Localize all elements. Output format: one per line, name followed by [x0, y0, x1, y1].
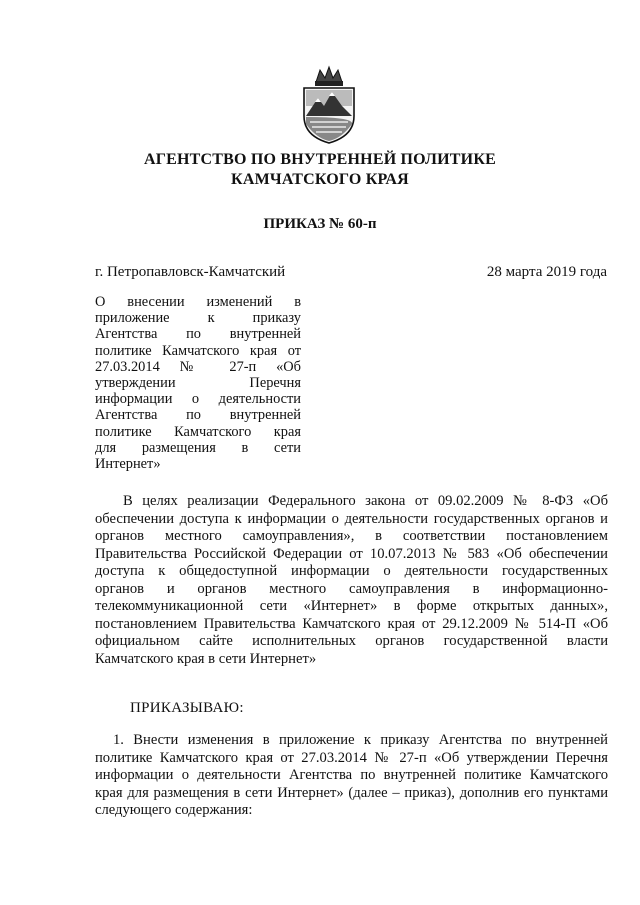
subject-line: приложение к приказу: [95, 310, 301, 327]
paragraph-line: доступа к общедоступной информации о деятельности государственных: [95, 563, 608, 579]
subject-line: политике Камчатского края: [95, 423, 301, 440]
subject-line: Интернет»: [95, 456, 161, 473]
subject-line: информации о деятельности: [95, 391, 301, 408]
paragraph-line: В целях реализации Федерального закона от 09.02.2009 № 8-ФЗ «Об: [123, 493, 608, 509]
subject-line: О внесении изменений в: [95, 294, 301, 310]
subject-line: утверждении Перечня: [95, 375, 301, 392]
paragraph-line: следующего содержания:: [95, 802, 253, 818]
paragraph-line: телекоммуникационной сети «Интернет» в форме открытых данных»,: [95, 598, 608, 614]
subject-line: Агентства по внутренней: [95, 326, 301, 343]
paragraph-line: органов местного самоуправления», в соответствии постановлением: [95, 528, 608, 544]
paragraph-line: Правительства Российской Федерации от 10.07.2013 № 583 «Об обеспечении: [95, 545, 608, 562]
paragraph-line: Камчатского края в сети Интернет»: [95, 650, 317, 667]
paragraph-line: обеспечении доступа к информации о деятельности государственных органов и: [95, 510, 608, 527]
subject-line: Агентства по внутренней: [95, 407, 301, 424]
order-directive-word: ПРИКАЗЫВАЮ:: [130, 700, 244, 716]
kamchatka-coat-of-arms-icon: [298, 64, 360, 146]
city-name: г. Петропавловск-Камчатский: [95, 264, 286, 280]
order-date: 28 марта 2019 года: [486, 264, 607, 280]
paragraph-line: края для размещения в сети Интернет» (далее – приказ), дополнив его пунктами: [95, 784, 608, 801]
order-number: ПРИКАЗ № 60-п: [263, 216, 377, 232]
paragraph-line: органов и органов местного самоуправления в информационно-: [95, 580, 608, 597]
paragraph-line: 1. Внести изменения в приложение к приказу Агентства по внутренней: [113, 732, 608, 748]
item-1-paragraph: [95, 732, 608, 820]
paragraph-line: информации о деятельности Агентства по внутренней политике Камчатского: [95, 767, 608, 783]
agency-title-line1: АГЕНТСТВО ПО ВНУТРЕННЕЙ ПОЛИТИКЕ: [144, 151, 496, 168]
subject-line: для размещения в сети: [95, 439, 301, 456]
subject-line: политике Камчатского края от: [95, 342, 301, 359]
preamble-paragraph: [95, 493, 608, 668]
order-subject: [95, 294, 301, 472]
paragraph-line: политике Камчатского края от 27.03.2014 № 27-п «Об утверждении Перечня: [95, 749, 608, 766]
subject-line: 27.03.2014 № 27-п «Об: [95, 358, 301, 375]
paragraph-line: официальном сайте исполнительных органов государственной власти: [95, 633, 608, 649]
paragraph-line: постановлением Правительства Камчатского края от 29.12.2009 № 514-П «Об: [95, 615, 608, 632]
agency-title-line2: КАМЧАТСКОГО КРАЯ: [231, 171, 409, 188]
